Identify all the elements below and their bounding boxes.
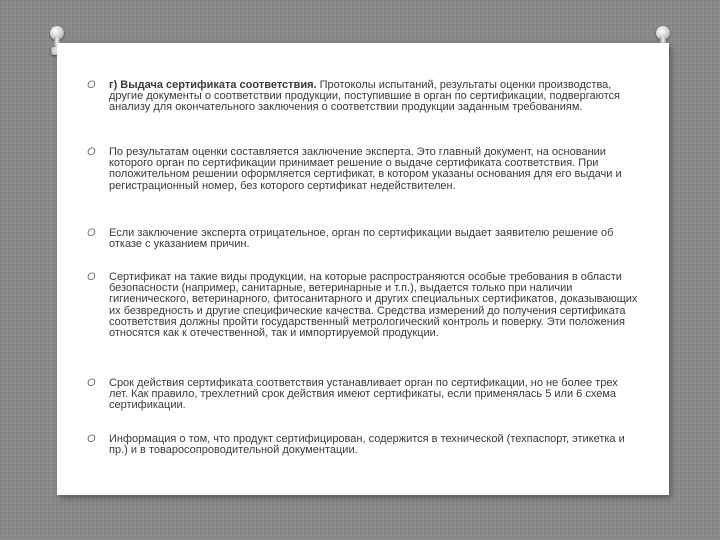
list-item: [87, 228, 639, 250]
bullet-icon: O: [87, 271, 96, 283]
item-text: По результатам оценки составляется заключение эксперта. Это главный документ, на основании которого орган по сертификации принимает решение о выдаче сертификата соответствия. При положительном решении оформляется сертификат, в котором указаны основания для его выдачи и регистрационный номер, без которого сертификат недействителен.: [109, 146, 622, 192]
bullet-icon: O: [87, 146, 96, 158]
list-item: [87, 147, 639, 192]
bullet-icon: O: [87, 227, 96, 239]
list-item: [87, 272, 639, 339]
list-item: [87, 434, 639, 456]
list-item: [87, 378, 639, 412]
item-text: Срок действия сертификата соответствия устанавливает орган по сертификации, но не более трех лет. Как правило, трехлетний срок действия имеют сертификаты, если применялась 5 или 6 схема сертификации.: [109, 377, 618, 412]
item-text: Сертификат на такие виды продукции, на которые распространяются особые требования в области безопасности (например, санитарные, ветеринарные и т.п.), выдается только при наличии гигиенического, ветеринарного, фитосанитарного и других специальных сертификатов, доказывающих их безвредность и другие специфические качества. Средства измерений до получения сертификата соответствия должны пройти государственный метрологический контроль и поверку. Эти положения относятся как к отечественной, так и импортируемой продукции.: [109, 271, 638, 340]
item-text: Протоколы испытаний, результаты оценки производства, другие документы о соответствии продукции, поступившие в орган по сертификации, подвергаются анализу для окончательного заключения о соответствии продукции заданным требованиям.: [109, 79, 621, 114]
bullet-icon: O: [87, 377, 96, 389]
item-text: Если заключение эксперта отрицательное, орган по сертификации выдает заявителю решение об отказе с указанием причин.: [109, 227, 614, 251]
list-item: [87, 80, 639, 114]
slide-page: [57, 43, 669, 495]
item-lead: г) Выдача сертификата соответствия.: [109, 79, 317, 91]
item-text: Информация о том, что продукт сертифицирован, содержится в технической (техпаспорт, этикетка и пр.) и в товаросопроводительной документации.: [109, 433, 625, 457]
bullet-icon: O: [87, 79, 96, 91]
bullet-icon: O: [87, 433, 96, 445]
